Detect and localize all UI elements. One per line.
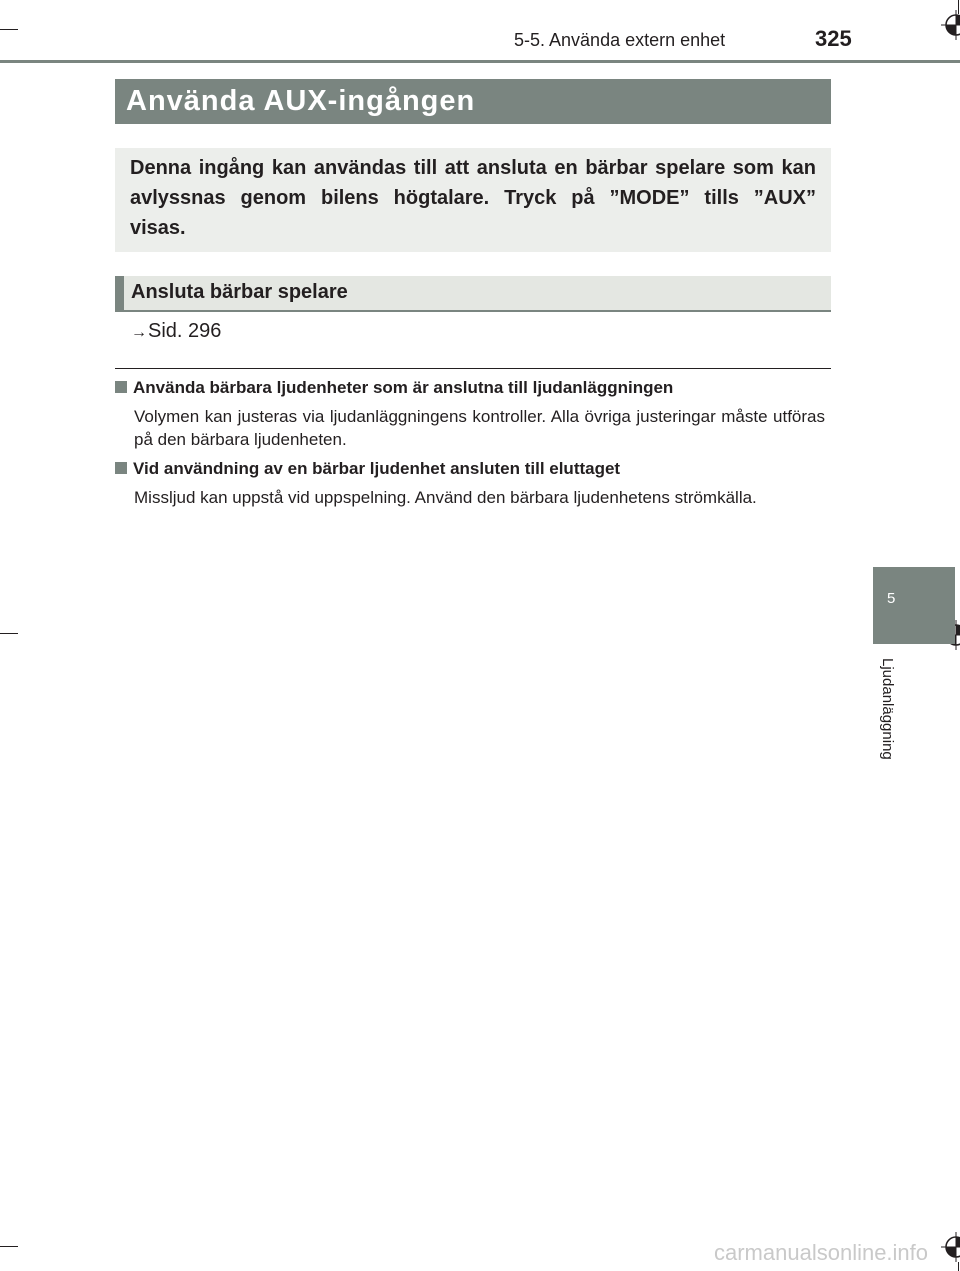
note-body: Missljud kan uppstå vid uppspelning. Använd den bärbara ljudenhetens strömkälla. — [134, 488, 757, 507]
intro-text: Denna ingång kan användas till att ansluta en bärbar spelare som kan avlyssnas genom bilens högtalare. Tryck på ”MODE” tills ”AUX” visas. — [130, 157, 816, 239]
crosshair-icon — [941, 1232, 960, 1262]
arrow-right-icon: → — [131, 324, 147, 341]
section-title: 5-5. Använda extern enhet — [514, 30, 726, 50]
intro-box — [115, 148, 831, 252]
note-heading-text: Vid användning av en bärbar ljudenhet ansluten till eluttaget — [133, 459, 621, 478]
page-number: 325 — [815, 26, 852, 51]
square-bullet-icon — [115, 462, 127, 474]
note-heading — [115, 378, 673, 398]
page-reference-text: Sid. 296 — [148, 320, 222, 342]
page-title: Använda AUX-ingången — [126, 85, 476, 117]
note-heading-text: Använda bärbara ljudenheter som är anslutna till ljudanläggningen — [133, 378, 674, 397]
divider — [115, 368, 831, 369]
crop-mark — [0, 1246, 18, 1247]
square-bullet-icon — [115, 381, 127, 393]
page-reference-link[interactable] — [131, 320, 221, 343]
note-body: Volymen kan justeras via ljudanläggningens kontroller. Alla övriga justeringar måste utföras på den bärbara ljudenheten. — [134, 407, 825, 449]
note-heading — [115, 459, 620, 479]
subheading: Ansluta bärbar spelare — [131, 281, 348, 303]
page-title-bar — [115, 79, 831, 124]
chapter-tab — [873, 567, 955, 644]
watermark: carmanualsonline.info — [714, 1240, 929, 1265]
subheading-accent — [115, 276, 124, 310]
header-rule — [0, 60, 960, 63]
chapter-label: Ljudanläggning — [879, 658, 896, 760]
crosshair-icon — [941, 10, 960, 40]
crop-mark — [958, 1262, 959, 1271]
subheading-bar — [115, 276, 831, 312]
crop-mark — [0, 633, 18, 634]
crop-mark — [0, 29, 18, 30]
chapter-number: 5 — [887, 590, 896, 607]
